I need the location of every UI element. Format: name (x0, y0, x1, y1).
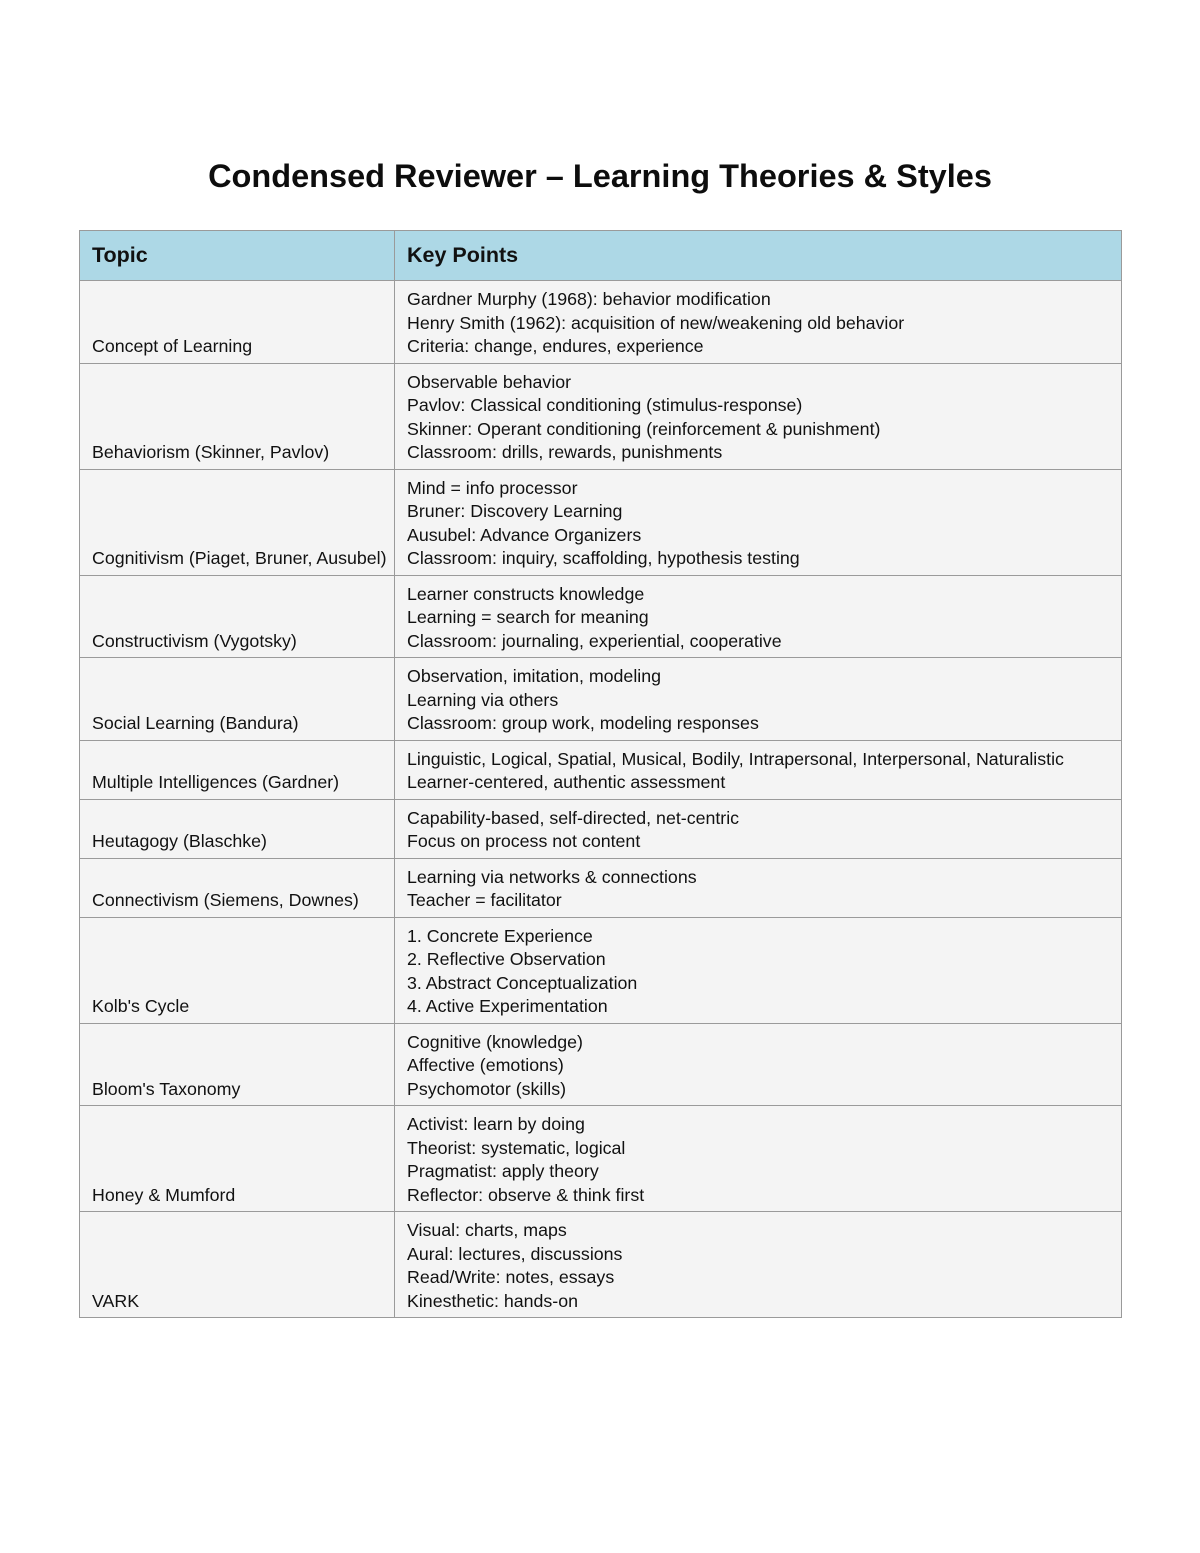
topic-cell (80, 740, 395, 799)
key-point-line: Teacher = facilitator (407, 890, 562, 910)
key-points-cell (395, 799, 1122, 858)
table-body (80, 281, 1122, 1318)
key-point-line: Classroom: journaling, experiential, cooperative (407, 630, 782, 651)
topic-label: Connectivism (Siemens, Downes) (92, 890, 359, 910)
topic-cell (80, 1212, 395, 1318)
topic-cell (80, 858, 395, 917)
key-points-cell (395, 1023, 1122, 1106)
key-points-cell (395, 658, 1122, 741)
column-header-key-points: Key Points (395, 231, 1122, 281)
key-point-line: Kinesthetic: hands-on (407, 1290, 579, 1311)
key-point-line: Theorist: systematic, logical (407, 1137, 626, 1158)
key-point-line: Learning = search for meaning (407, 607, 649, 627)
topic-label: VARK (92, 1290, 140, 1311)
topic-cell (80, 469, 395, 575)
key-point-line: Reflector: observe & think first (407, 1184, 645, 1205)
table-row (80, 469, 1122, 575)
key-point-line: 3. Abstract Conceptualization (407, 972, 638, 993)
key-point-line: Classroom: drills, rewards, punishments (407, 442, 723, 462)
key-point-line: Learner constructs knowledge (407, 583, 645, 604)
key-point-line: 2. Reflective Observation (407, 949, 606, 969)
table-row (80, 917, 1122, 1023)
key-points-cell (395, 917, 1122, 1023)
table-row (80, 1212, 1122, 1318)
key-point-line: Observable behavior (407, 371, 572, 392)
key-point-line: Learner-centered, authentic assessment (407, 772, 726, 792)
key-points-cell (395, 575, 1122, 658)
key-point-line: Classroom: group work, modeling responses (407, 713, 759, 733)
topic-label: Kolb's Cycle (92, 996, 190, 1016)
topic-label: Bloom's Taxonomy (92, 1078, 241, 1099)
key-point-line: Ausubel: Advance Organizers (407, 524, 642, 545)
topic-label: Multiple Intelligences (Gardner) (92, 772, 340, 792)
topic-label: Social Learning (Bandura) (92, 713, 299, 733)
key-point-line: Visual: charts, maps (407, 1220, 567, 1240)
key-point-line: Classroom: inquiry, scaffolding, hypothesis testing (407, 548, 800, 568)
key-point-line: Learning via networks & connections (407, 866, 697, 887)
key-point-line: Learning via others (407, 689, 559, 710)
topic-cell (80, 917, 395, 1023)
key-point-line: Observation, imitation, modeling (407, 666, 661, 686)
topic-label: Concept of Learning (92, 336, 253, 356)
table-row (80, 363, 1122, 469)
key-point-line: Bruner: Discovery Learning (407, 501, 623, 521)
key-points-cell (395, 740, 1122, 799)
key-point-line: Read/Write: notes, essays (407, 1267, 615, 1287)
key-points-cell (395, 469, 1122, 575)
key-point-line: 4. Active Experimentation (407, 996, 608, 1016)
table-row (80, 799, 1122, 858)
key-point-line: Pavlov: Classical conditioning (stimulus-response) (407, 395, 803, 415)
key-point-line: Cognitive (knowledge) (407, 1031, 583, 1052)
topic-label: Honey & Mumford (92, 1184, 236, 1205)
key-point-line: Psychomotor (skills) (407, 1078, 567, 1099)
key-point-line: 1. Concrete Experience (407, 925, 593, 946)
key-point-line: Henry Smith (1962): acquisition of new/weakening old behavior (407, 312, 905, 333)
key-point-line: Focus on process not content (407, 831, 641, 851)
key-points-cell (395, 1212, 1122, 1318)
topic-label: Behaviorism (Skinner, Pavlov) (92, 442, 330, 462)
topic-cell (80, 575, 395, 658)
key-point-line: Mind = info processor (407, 477, 578, 498)
key-points-cell (395, 858, 1122, 917)
key-point-line: Activist: learn by doing (407, 1114, 585, 1134)
topic-cell (80, 281, 395, 364)
topic-cell (80, 1106, 395, 1212)
reviewer-table (79, 230, 1122, 1318)
table-row (80, 1106, 1122, 1212)
key-points-cell (395, 363, 1122, 469)
topic-cell (80, 1023, 395, 1106)
table-row (80, 658, 1122, 741)
key-points-cell (395, 281, 1122, 364)
table-header-row (80, 231, 1122, 281)
key-point-line: Criteria: change, endures, experience (407, 336, 704, 356)
topic-cell (80, 799, 395, 858)
table-row (80, 575, 1122, 658)
table-row (80, 740, 1122, 799)
topic-cell (80, 658, 395, 741)
topic-label: Constructivism (Vygotsky) (92, 630, 297, 651)
key-point-line: Gardner Murphy (1968): behavior modification (407, 289, 771, 309)
key-point-line: Skinner: Operant conditioning (reinforcement & punishment) (407, 418, 881, 439)
key-points-cell (395, 1106, 1122, 1212)
table-row (80, 1023, 1122, 1106)
table-row (80, 281, 1122, 364)
table-row (80, 858, 1122, 917)
page-title: Condensed Reviewer – Learning Theories & Styles (208, 158, 992, 194)
key-point-line: Pragmatist: apply theory (407, 1161, 599, 1181)
key-point-line: Aural: lectures, discussions (407, 1243, 623, 1264)
topic-label: Cognitivism (Piaget, Bruner, Ausubel) (92, 548, 387, 568)
column-header-topic: Topic (80, 231, 395, 281)
key-point-line: Linguistic, Logical, Spatial, Musical, Bodily, Intrapersonal, Interpersonal, Naturalistic (407, 748, 1064, 769)
key-point-line: Capability-based, self-directed, net-centric (407, 807, 740, 828)
topic-label: Heutagogy (Blaschke) (92, 831, 267, 851)
topic-cell (80, 363, 395, 469)
key-point-line: Affective (emotions) (407, 1055, 564, 1075)
